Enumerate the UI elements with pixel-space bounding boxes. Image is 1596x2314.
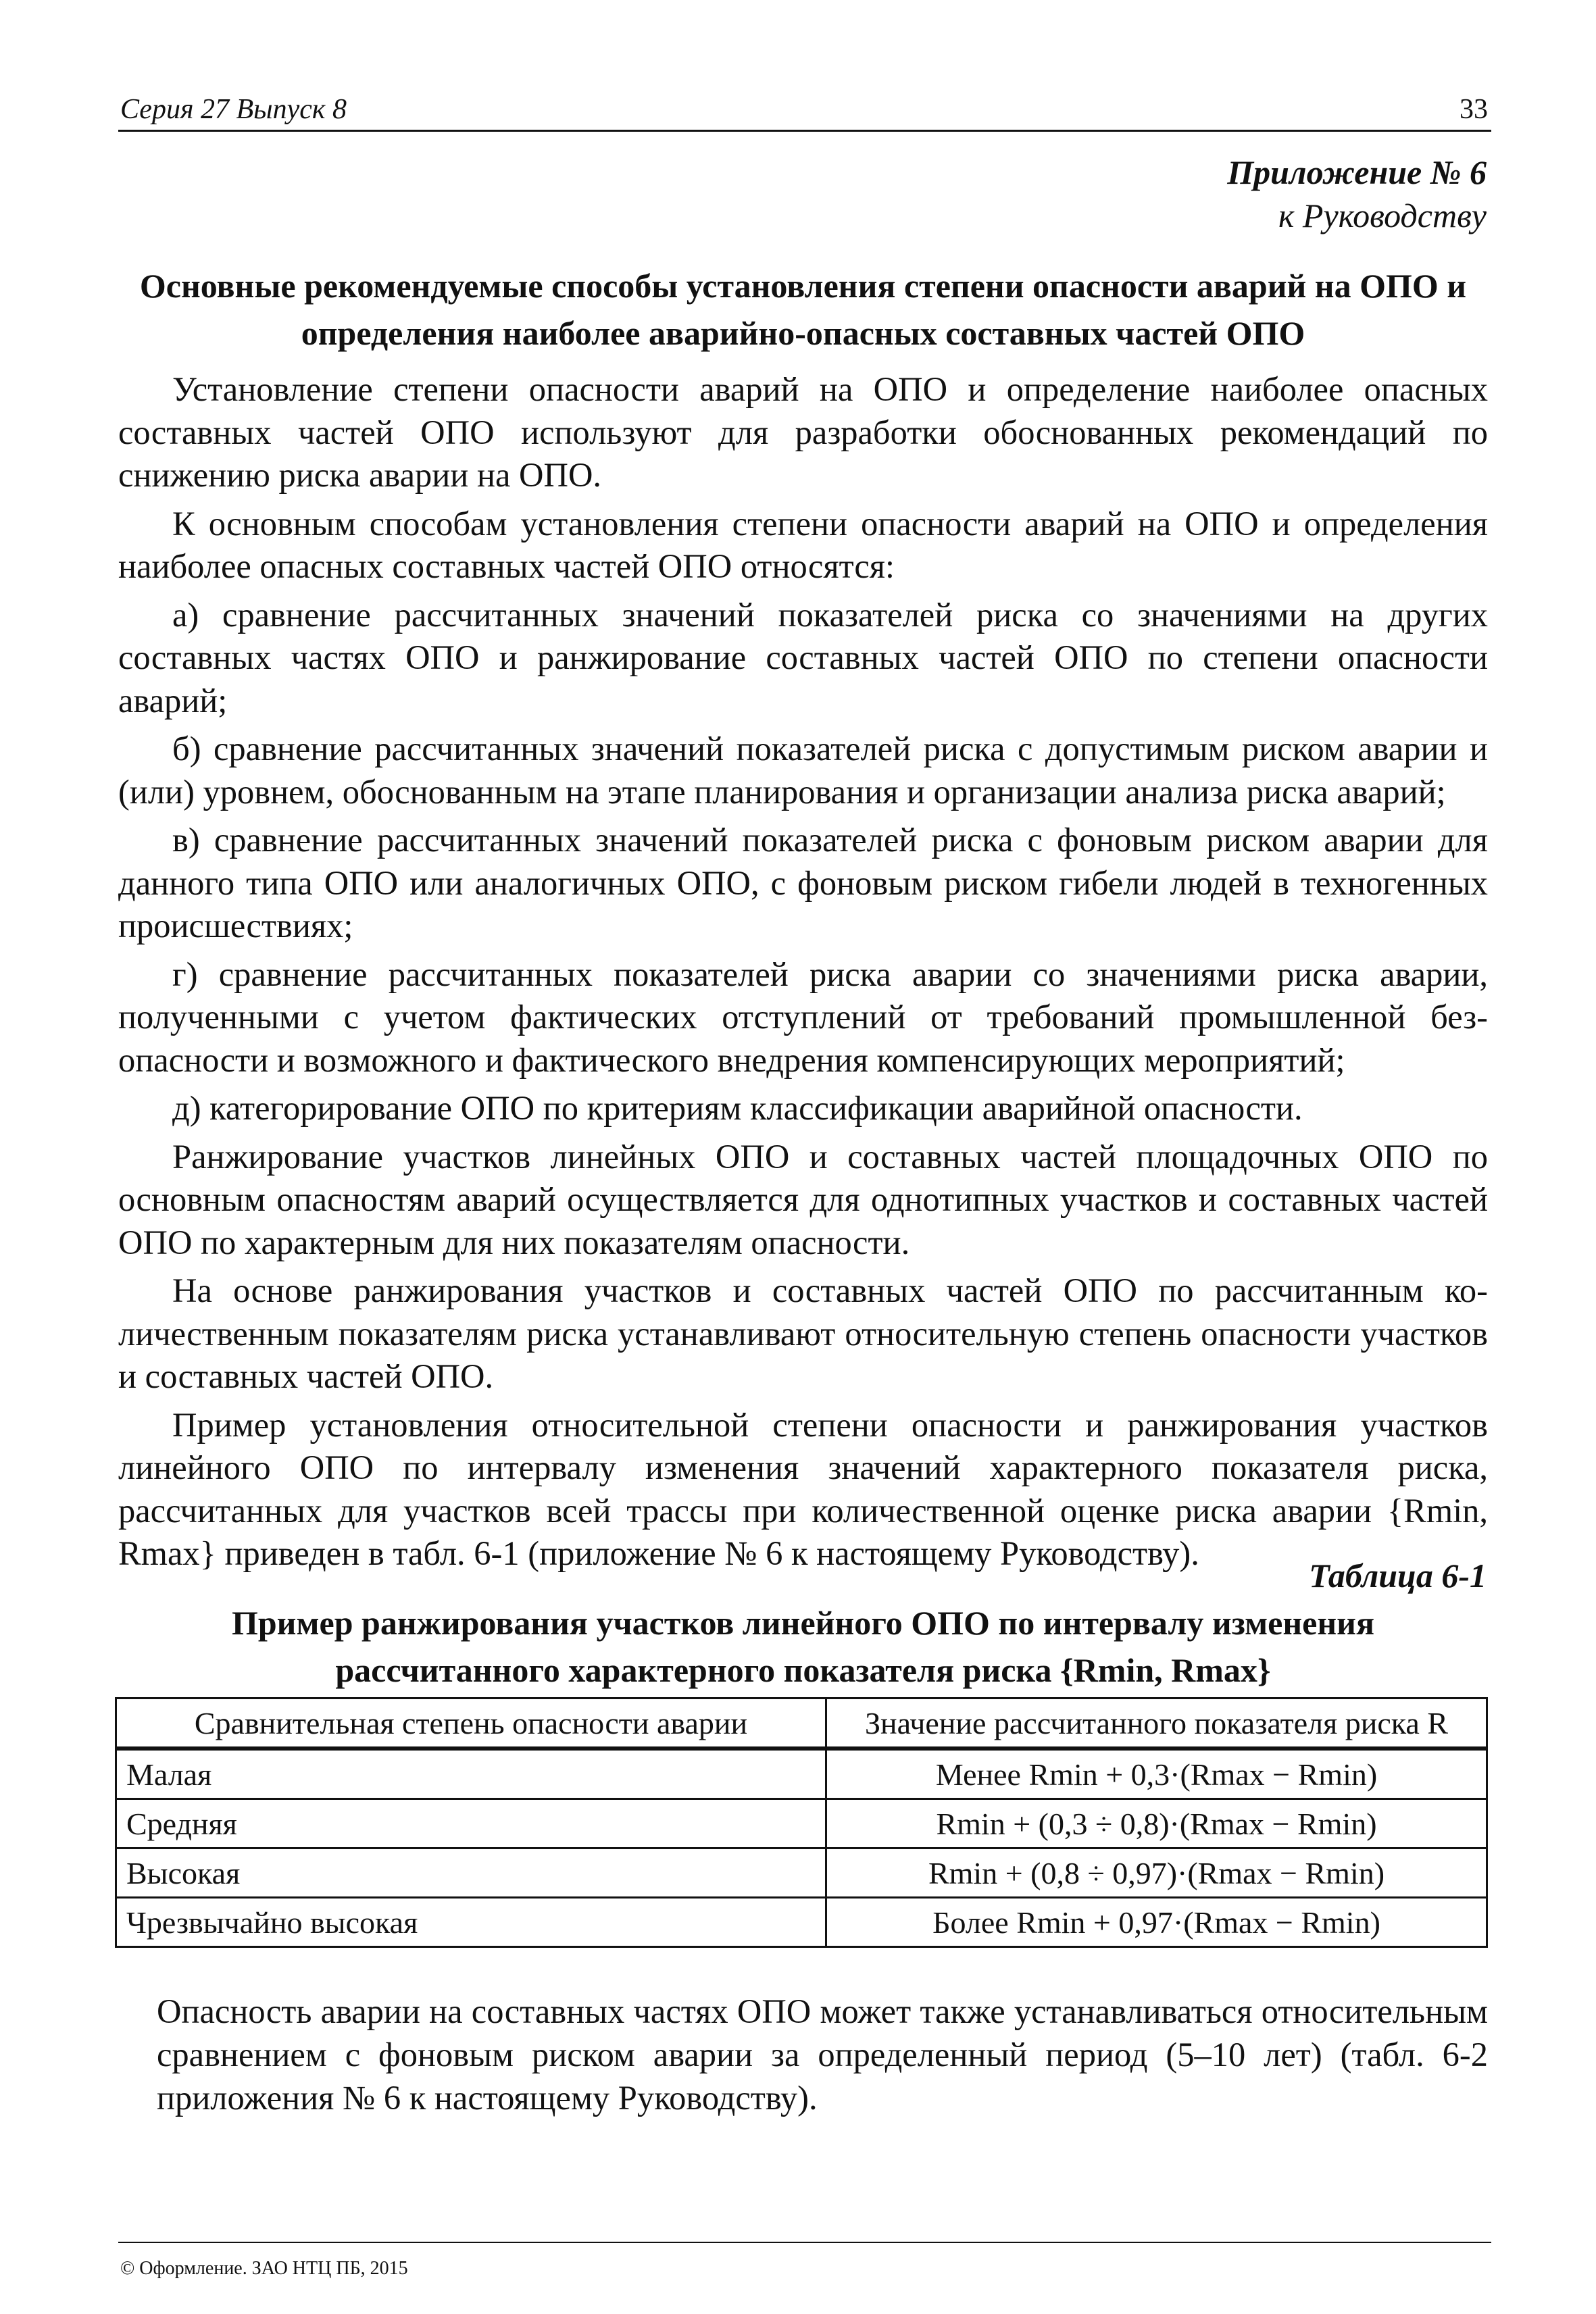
- table-cell-level: Чрезвычайно высокая: [116, 1898, 826, 1947]
- table-row: [116, 1898, 1487, 1947]
- table-label: Таблица 6-1: [1309, 1557, 1487, 1594]
- footer-copyright: © Оформление. ЗАО НТЦ ПБ, 2015: [120, 2258, 408, 2279]
- table-cell-value: Менее Rmin + 0,3·(Rmax − Rmin): [826, 1749, 1487, 1799]
- paragraph: Пример установления относительной степени опасности и ранжирования участков линейного ОПО по интервалу изменения значений характерного показателя риска, рассчитанных для участков всей трассы при количественной оценке риска аварии {Rmin, Rmax} приведен в табл. 6-1 (приложение № 6 к настоящему Руководству).: [118, 1405, 1488, 1572]
- table-row: [116, 1848, 1487, 1898]
- risk-ranking-table: [115, 1697, 1488, 1948]
- list-item-c: в) сравнение рассчитанных значений показателей риска с фоновым риском аварии для данного типа ОПО или аналогичных ОПО, с фоновым риском гибели людей в техногенных происшествиях;: [118, 821, 1488, 945]
- column-header-level: Сравнительная степень опасности аварии: [116, 1699, 826, 1749]
- body-text: [118, 368, 1488, 1581]
- page-number: 33: [1460, 94, 1488, 125]
- table-cell-level: Средняя: [116, 1799, 826, 1848]
- closing-text: [157, 1990, 1488, 2119]
- list-item-d: г) сравнение рассчитанных показателей риска аварии со значениями риска аварии, полученными с учетом фактических отступлений от требований промышленной безопасности и возможного и фактического внедрения компенсирующих мероприятий;: [118, 955, 1488, 1079]
- list-item-e: д) категорирование ОПО по критериям классификации аварийной опасности.: [172, 1089, 1303, 1127]
- table-cell-level: Малая: [116, 1749, 826, 1799]
- list-item-b: б) сравнение рассчитанных значений показателей риска с допустимым риском аварии и (или) уровнем, обоснованным на этапе планирования и организации анализа риска аварий;: [118, 730, 1488, 811]
- appendix-subtitle: к Руководству: [1278, 197, 1487, 234]
- paragraph: Ранжирование участков линейных ОПО и составных частей площадочных ОПО по основным опасностям аварий осуществляется для однотипных участков и составных частей ОПО по характерным для них показателям опасности.: [118, 1137, 1488, 1261]
- table-row: [116, 1749, 1487, 1799]
- running-header-series: Серия 27 Выпуск 8: [120, 94, 347, 125]
- column-header-value: Значение рассчитанного показателя риска R: [826, 1699, 1487, 1749]
- appendix-title: Приложение № 6: [1227, 153, 1487, 191]
- table-cell-value: Rmin + (0,3 ÷ 0,8)·(Rmax − Rmin): [826, 1799, 1487, 1848]
- paragraph: Установление степени опасности аварий на ОПО и определение наиболее опасных составных частей ОПО используют для разработки обоснованных рекомендаций по снижению риска аварии на ОПО.: [118, 370, 1488, 494]
- section-heading: Основные рекомендуемые способы установления степени опасности аварий на ОПО и определения наиболее аварийно-опасных составных частей ОПО: [139, 267, 1467, 352]
- table-cell-value: Более Rmin + 0,97·(Rmax − Rmin): [826, 1898, 1487, 1947]
- table-cell-value: Rmin + (0,8 ÷ 0,97)·(Rmax − Rmin): [826, 1848, 1487, 1898]
- list-item-a: а) сравнение рассчитанных значений показателей риска со значениями на других составных частях ОПО и ранжирование составных частей ОПО по степени опасности аварий;: [118, 595, 1488, 720]
- paragraph: На основе ранжирования участков и составных частей ОПО по рассчитанным количественным показателям риска устанавливают относительную степень опасности участков и составных частей ОПО.: [118, 1272, 1488, 1395]
- table-heading: Пример ранжирования участков линейного ОПО по интервалу изменения рассчитанного характерного показателя риска {Rmin, Rmax}: [231, 1604, 1375, 1689]
- paragraph: К основным способам установления степени опасности аварий на ОПО и определения наиболее опасных составных частей ОПО относятся:: [118, 504, 1488, 585]
- table-cell-level: Высокая: [116, 1848, 826, 1898]
- paragraph: Опасность аварии на составных частях ОПО может также устанавливаться относительным сравнением с фоновым риском аварии за определенный период (5–10 лет) (табл. 6-2 приложения № 6 к настоящему Руководству).: [157, 1992, 1488, 2117]
- table-header-row: [116, 1699, 1487, 1749]
- table-row: [116, 1799, 1487, 1848]
- footer-rule: [118, 2242, 1491, 2243]
- header-rule: [118, 130, 1491, 132]
